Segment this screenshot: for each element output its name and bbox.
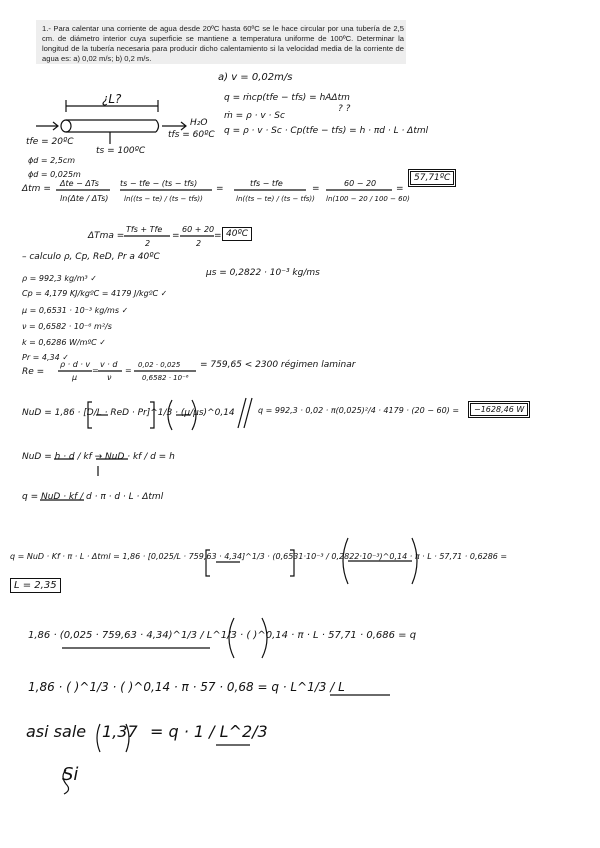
lmtd-frac4-num: 60 − 20 [344, 179, 377, 188]
expanded-q-eq: q = ρ · v · Sc · Cp(tfe − tfs) = h · πd · L · Δtml [224, 126, 429, 136]
tma-lhs: ΔTma = [88, 231, 125, 241]
scratch-line-1: 1,86 · (0,025 · 759,63 · 4,34)^1/3 / L^1/3 · ( )^0,14 · π · L · 57,71 · 0,686 = q [28, 630, 417, 641]
lmtd-frac3-num: tfs − tfe [250, 179, 283, 188]
tma-frac1-den: 2 [145, 239, 151, 248]
length-label: ¿L? [102, 92, 122, 106]
tma-frac2-num: 60 + 20 [182, 225, 215, 234]
reynolds-frac1-den: μ [72, 373, 78, 382]
reynolds-lhs: Re = [22, 367, 45, 377]
scratch-prefix: asi sale [26, 722, 87, 741]
prop-mu-s: μs = 0,2822 · 10⁻³ kg/ms [206, 268, 320, 278]
prop-cp: Cp = 4,179 KJ/kgºC = 4179 J/kgºC ✓ [22, 289, 168, 298]
equals-sign: = [312, 184, 320, 194]
lmtd-frac3-den: ln((ts − te) / (ts − tfs)) [236, 195, 315, 203]
prop-k: k = 0,6286 W/mºC ✓ [22, 338, 106, 347]
scratch-line-3: = q · 1 / L^2/3 [150, 722, 268, 741]
prop-rho: ρ = 992,3 kg/m³ ✓ [22, 274, 97, 283]
length-result: L = 2,35 [10, 578, 61, 593]
scratch-boxed-value: 1,37 [102, 722, 138, 741]
pipe-drawing [61, 120, 159, 132]
velocity-a: a) v = 0,02m/s [218, 72, 293, 83]
energy-balance-eq: q = ṁcp(tfe − tfs) = hAΔtm [224, 93, 350, 103]
q-nusselt-eq: q = NuD · kf / d · π · d · L · Δtml [22, 492, 164, 502]
tma-frac2-den: 2 [196, 239, 202, 248]
tma-frac1-num: Tfs + Tfe [126, 225, 163, 234]
problem-statement: 1.- Para calentar una corriente de agua desde 20ºC hasta 60ºC se le hace circular por una tubería de 2,5 cm. de diámetro interior cuya superficie se mantiene a temperatura uniforme de 100ºC. Determinar la longitud de la tubería necesaria para producir dicho calentamiento si la velocidad media de la corriente de agua es: a) 0,02 m/s; b) 0,2 m/s. [42, 24, 404, 63]
outlet-temp-label: tfs = 60ºC [168, 130, 215, 140]
reynolds-frac2-den: ν [107, 373, 112, 382]
unknown-marks: ? ? [338, 104, 351, 114]
reynolds-result: = 759,65 < 2300 régimen laminar [200, 360, 356, 370]
nusselt-definition: NuD = h · d / kf → NuD · kf / d = h [22, 452, 175, 462]
equals-sign: = [214, 231, 222, 241]
mass-flow-eq: ṁ = ρ · v · Sc [224, 111, 285, 121]
lmtd-frac1-num: Δte − ΔTs [60, 179, 99, 188]
lmtd-frac2-den: ln((ts − te) / (ts − tfs)) [124, 195, 203, 203]
inlet-temp-label: tfe = 20ºC [26, 137, 74, 147]
prop-mu: μ = 0,6531 · 10⁻³ kg/ms ✓ [22, 306, 129, 315]
scratch-line-4: Si [62, 764, 79, 785]
equals-sign: = [172, 231, 180, 241]
equals-sign: = [396, 184, 404, 194]
tma-result: 40ºC [222, 227, 252, 241]
equals-sign: = [216, 184, 224, 194]
reynolds-frac2-num: v · d [100, 360, 118, 369]
lmtd-frac1-den: ln(Δte / ΔTs) [60, 194, 109, 203]
q-numeric-eq: q = 992,3 · 0,02 · π(0,025)²/4 · 4179 · (20 − 60) = [258, 406, 460, 415]
prop-nu: ν = 0,6582 · 10⁻⁶ m²/s [22, 322, 112, 331]
q-numeric-result: −1628,46 W [468, 401, 530, 418]
lmtd-lhs: Δtm = [22, 184, 51, 194]
diameter-cm: ϕd = 2,5cm [28, 156, 76, 165]
prop-pr: Pr = 4,34 ✓ [22, 353, 69, 362]
lmtd-result: 57,71ºC [408, 169, 456, 187]
diameter-m: ϕd = 0,025m [28, 170, 81, 179]
reynolds-frac1-num: ρ · d · v [60, 360, 91, 369]
lmtd-frac2-num: ts − tfe − (ts − tfs) [120, 179, 198, 188]
nusselt-correlation: NuD = 1,86 · [D/L · ReD · Pr]^1/3 · (μ/μs)^0,14 [22, 408, 235, 418]
reynolds-eq1: = [92, 366, 99, 375]
reynolds-frac3-den: 0,6582 · 10⁻⁶ [142, 374, 189, 382]
lmtd-frac4-den: ln(100 − 20 / 100 − 60) [326, 195, 410, 203]
outlet-fluid-label: H₂O [190, 118, 208, 128]
reynolds-frac3-num: 0,02 · 0,025 [138, 361, 181, 369]
surface-temp-label: ts = 100ºC [96, 146, 146, 156]
length-equation: q = NuD · Kf · π · L · Δtml = 1,86 · [0,025/L · 759,63 · 4,34]^1/3 · (0,6531·10⁻³ / 0,2822·10⁻³)^0,14 · π · L · 57,71 · 0,6286 = [10, 552, 508, 561]
scratch-line-2: 1,86 · ( )^1/3 · ( )^0,14 · π · 57 · 0,68 = q · L^1/3 / L [28, 680, 345, 694]
reynolds-eq2: = [125, 366, 132, 375]
properties-heading: – calculo ρ, Cp, ReD, Pr a 40ºC [22, 252, 160, 262]
